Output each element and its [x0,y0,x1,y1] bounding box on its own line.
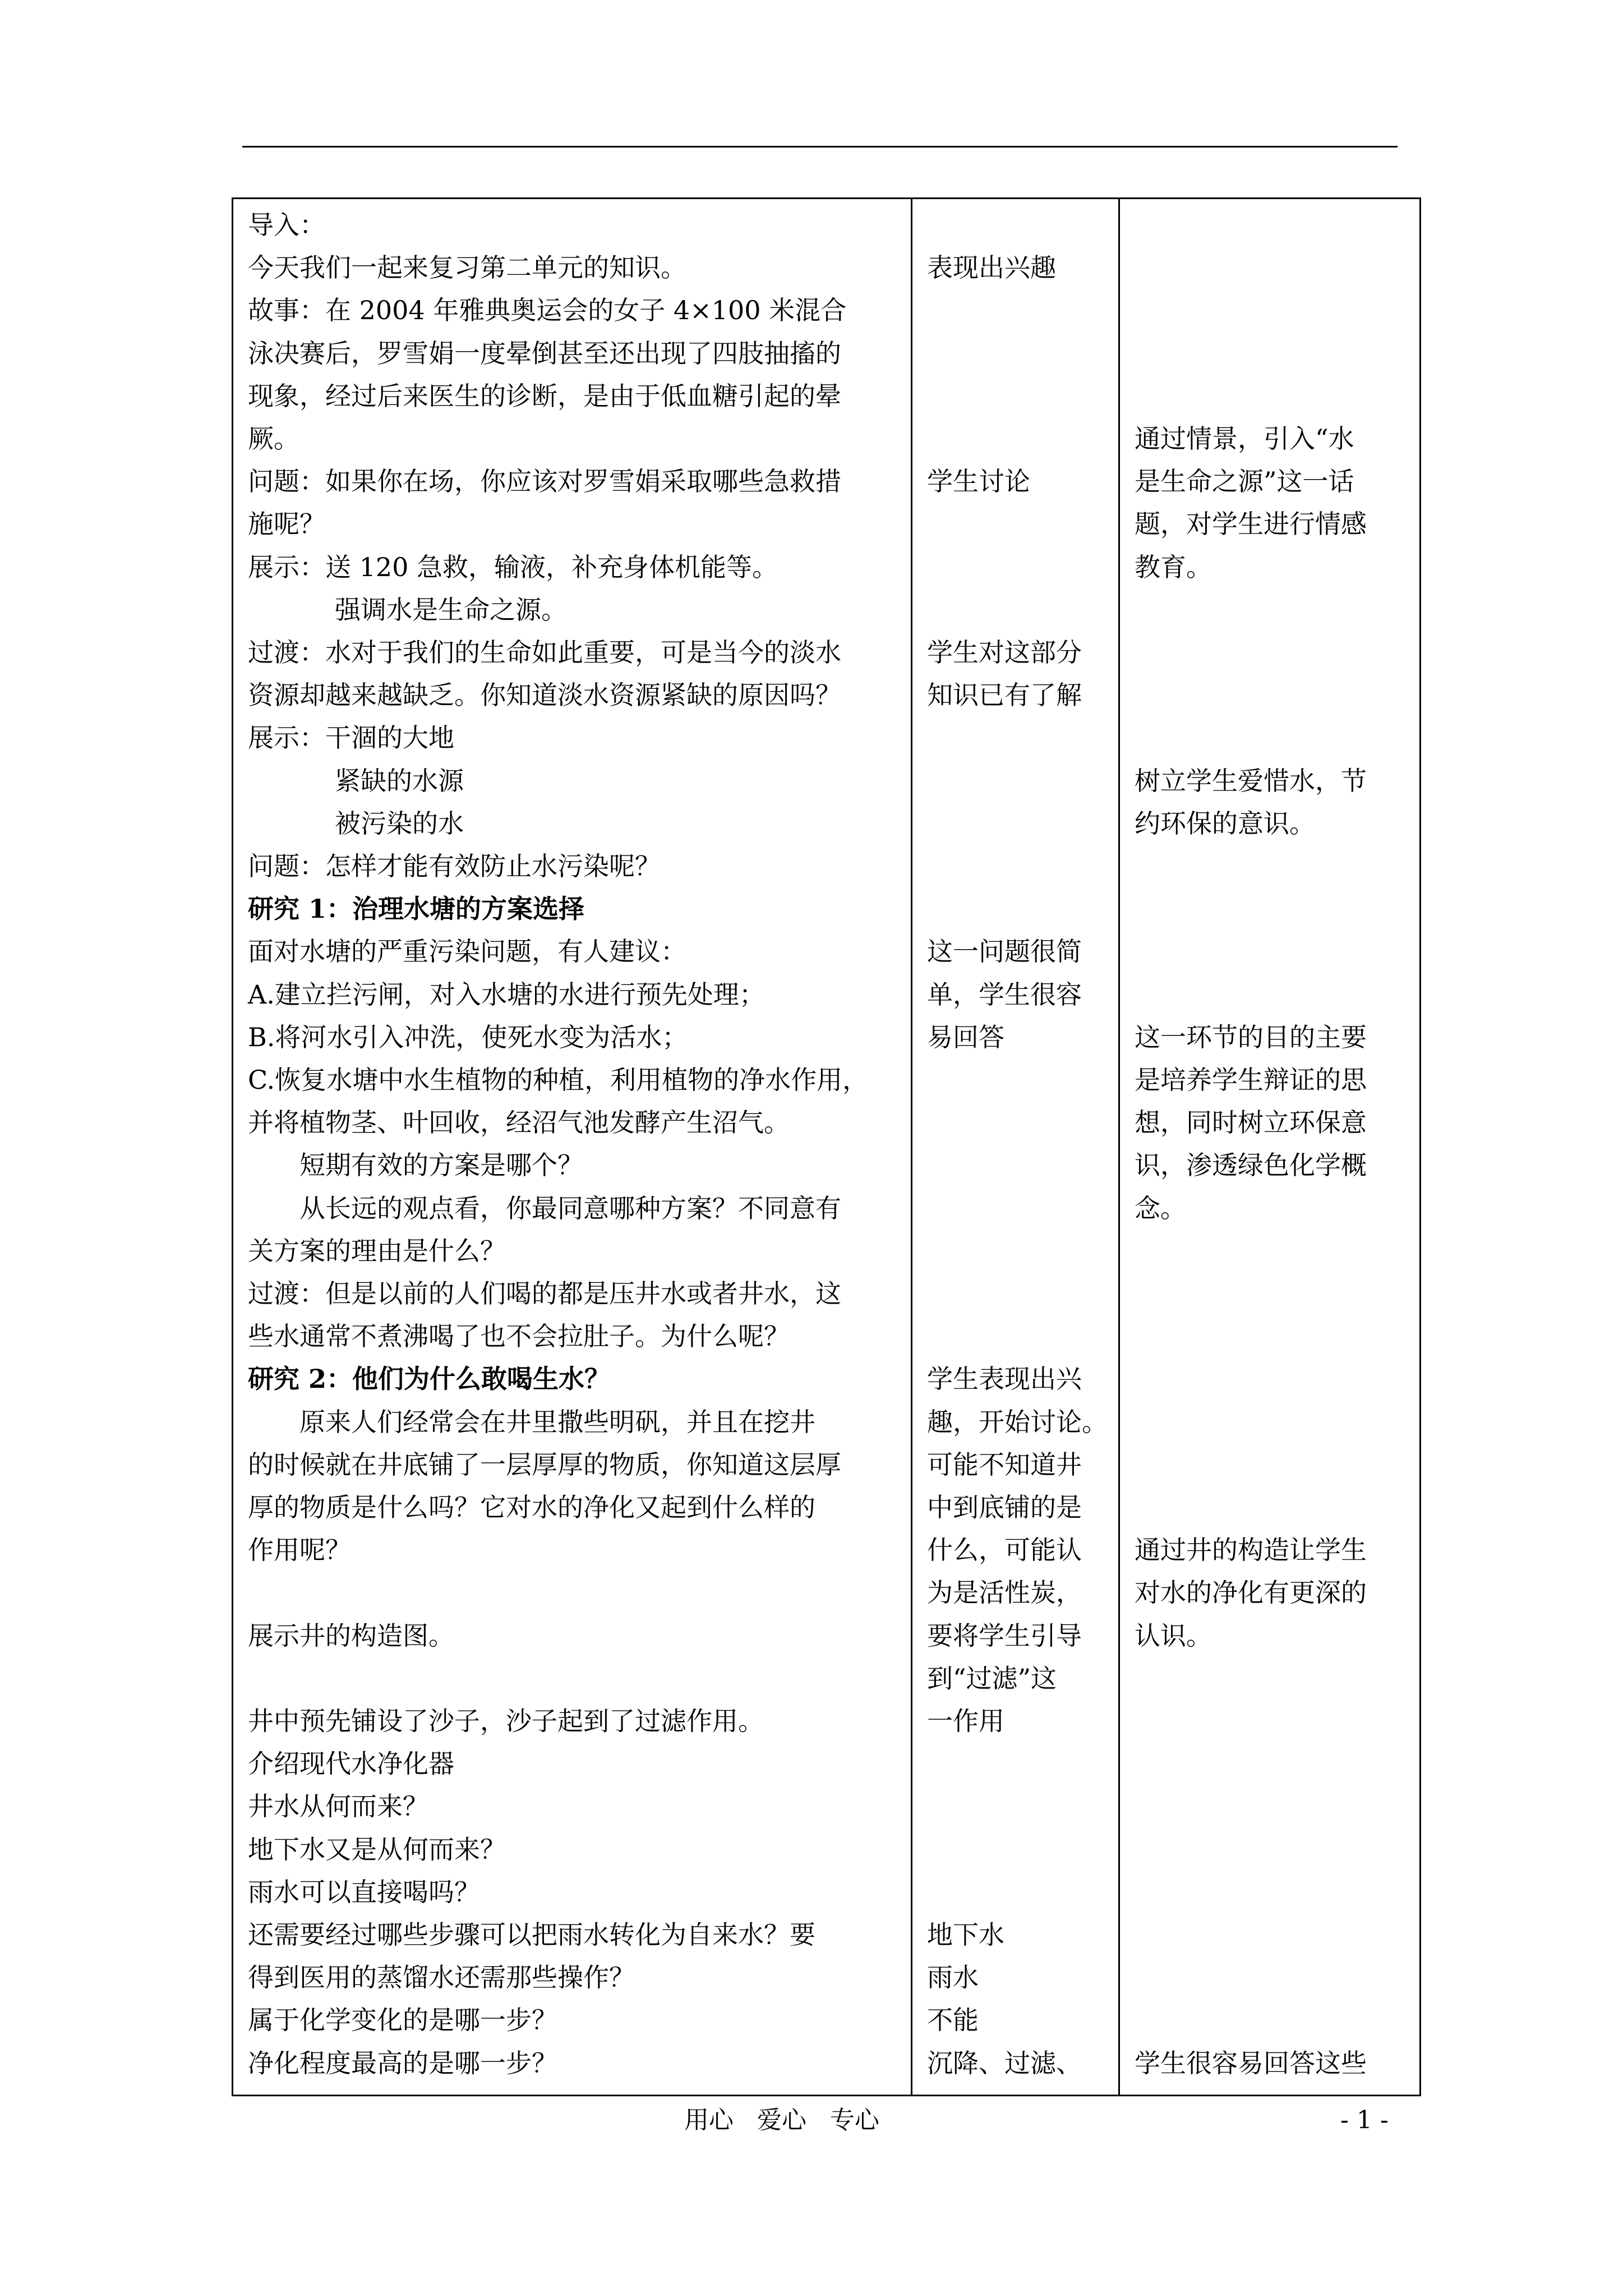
text-line: 些水通常不煮沸喝了也不会拉肚子。为什么呢？ [248,1321,790,1352]
text-line: 问题：如果你在场，你应该对罗雪娟采取哪些急救措 [248,466,841,497]
text-line: 厚的物质是什么吗？它对水的净化又起到什么样的 [248,1492,815,1522]
text-line: 资源却越来越缺乏。你知道淡水资源紧缺的原因吗？ [248,680,841,711]
header-rule [242,146,1398,148]
text-line: 什么，可能认 [927,1535,1082,1566]
text-line: 识，渗透绿色化学概 [1135,1150,1367,1181]
text-line: 是生命之源”这一话 [1135,466,1354,497]
text-line: 现象，经过后来医生的诊断，是由于低血糖引起的晕 [248,380,841,411]
text-line: 学生讨论 [927,466,1030,497]
text-line: 题，对学生进行情感 [1135,509,1367,540]
text-line: 展示：干涸的大地 [248,723,454,753]
text-line: 强调水是生命之源。 [335,594,567,625]
text-line: 念。 [1135,1193,1186,1223]
text-line: 想，同时树立环保意 [1135,1107,1367,1138]
text-line: 施呢？ [248,509,325,540]
text-line: 净化程度最高的是哪一步？ [248,2047,557,2078]
text-line: 一作用 [927,1706,1004,1736]
page-number: - 1 - [1340,2106,1389,2134]
text-line: 地下水又是从何而来？ [248,1834,506,1865]
text-line: 今天我们一起来复习第二单元的知识。 [248,252,686,283]
text-line: 这一问题很简 [927,936,1082,967]
text-line: 通过井的构造让学生 [1135,1535,1367,1566]
text-line: 得到医用的蒸馏水还需那些操作？ [248,1962,635,1993]
text-line: 介绍现代水净化器 [248,1749,454,1779]
text-line: 从长远的观点看，你最同意哪种方案？不同意有 [299,1193,841,1223]
text-line: 的时候就在井底铺了一层厚厚的物质，你知道这层厚 [248,1449,841,1480]
text-line: 厥。 [248,424,299,454]
text-line: 雨水 [927,1962,979,1993]
table-row [233,199,1421,2096]
text-line: 通过情景，引入“水 [1135,424,1354,454]
text-line: 井水从何而来？ [248,1791,428,1822]
text-line: 研究 2：他们为什么敢喝生水？ [248,1364,611,1395]
text-line: 并将植物茎、叶回收，经沼气池发酵产生沼气。 [248,1107,790,1138]
text-line: 对水的净化有更深的 [1135,1577,1367,1608]
text-line: 表现出兴趣 [927,252,1056,283]
text-line: 短期有效的方案是哪个？ [299,1150,583,1181]
text-line: 展示：送 120 急救，输液，补充身体机能等。 [248,551,778,582]
text-line: 是培养学生辩证的思 [1135,1065,1367,1095]
text-line: 原来人们经常会在井里撒些明矾，并且在挖井 [299,1406,815,1437]
text-line: 易回答 [927,1022,1004,1052]
text-line: 紧缺的水源 [335,765,464,796]
teaching-process-cell [233,199,912,2096]
text-line: 学生表现出兴 [927,1364,1082,1395]
design-intent-text [1135,204,1413,2095]
text-line: 面对水塘的严重污染问题，有人建议： [248,936,686,967]
text-line: 学生对这部分 [927,637,1082,668]
text-line: 到“过滤”这 [927,1663,1057,1694]
footer-motto: 用心 爱心 专心 [684,2106,879,2134]
lesson-table [232,197,1421,2096]
text-line: 展示井的构造图。 [248,1620,454,1651]
text-line: 雨水可以直接喝吗？ [248,1876,480,1907]
text-line: 要将学生引导 [927,1620,1082,1651]
text-line: 约环保的意识。 [1135,808,1315,839]
text-line: 认识。 [1135,1620,1212,1651]
text-line: 这一环节的目的主要 [1135,1022,1367,1052]
text-line: 关方案的理由是什么？ [248,1235,506,1266]
text-line: 学生很容易回答这些 [1135,2047,1367,2078]
text-line: 教育。 [1135,551,1212,582]
text-line: 过渡：但是以前的人们喝的都是压井水或者井水，这 [248,1278,841,1309]
text-line: 井中预先铺设了沙子，沙子起到了过滤作用。 [248,1706,764,1736]
text-line: 树立学生爱惜水，节 [1135,765,1367,796]
text-line: 过渡：水对于我们的生命如此重要，可是当今的淡水 [248,637,841,668]
text-line: 还需要经过哪些步骤可以把雨水转化为自来水？要 [248,1920,815,1950]
text-line: 作用呢？ [248,1535,351,1566]
text-line: 可能不知道井 [927,1449,1082,1480]
text-line: 问题：怎样才能有效防止水污染呢？ [248,851,661,881]
text-line: 地下水 [927,1920,1004,1950]
text-line: 研究 1：治理水塘的方案选择 [248,894,585,924]
text-line: 单，学生很容 [927,979,1082,1010]
student-activity-text [927,204,1112,2095]
text-line: 中到底铺的是 [927,1492,1082,1522]
student-activity-cell [912,199,1119,2096]
text-line: 导入： [248,210,325,240]
text-line: 沉降、过滤、 [927,2047,1082,2078]
design-intent-cell [1119,199,1421,2096]
text-line: 趣，开始讨论。 [927,1406,1108,1437]
text-line: B.将河水引入冲洗，使死水变为活水； [248,1022,688,1052]
teaching-process-text [248,204,904,2095]
text-line: 不能 [927,2005,979,2036]
text-line: 泳决赛后，罗雪娟一度晕倒甚至还出现了四肢抽搐的 [248,338,841,369]
text-line: 为是活性炭， [927,1577,1082,1608]
text-line: 故事：在 2004 年雅典奥运会的女子 4×100 米混合 [248,295,847,326]
text-line: 被污染的水 [335,808,464,839]
text-line: C.恢复水塘中水生植物的种植，利用植物的净水作用， [248,1065,869,1095]
text-line: A.建立拦污闸，对入水塘的水进行预先处理； [248,979,765,1010]
text-line: 知识已有了解 [927,680,1082,711]
text-line: 属于化学变化的是哪一步？ [248,2005,557,2036]
